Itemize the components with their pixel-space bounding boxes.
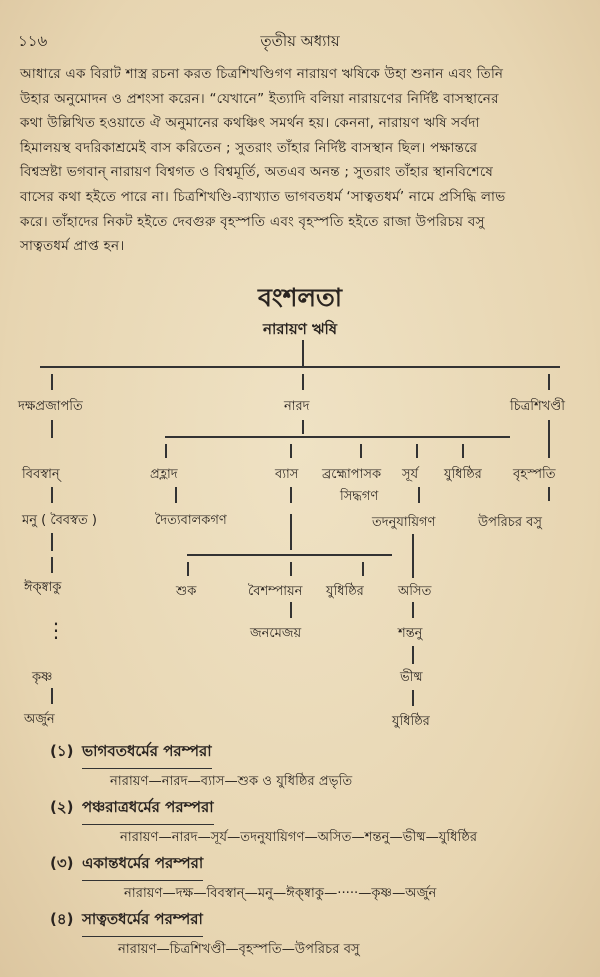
node-prahlad: প্রহ্লাদ xyxy=(150,467,178,482)
tree-connector xyxy=(187,562,189,576)
tradition-number: (৩) xyxy=(50,854,74,872)
body-paragraph xyxy=(20,62,576,259)
tree-connector xyxy=(175,487,177,503)
tree-connector xyxy=(418,487,420,503)
node-brihaspati: বৃহস্পতি xyxy=(513,467,556,482)
tree-connector xyxy=(290,602,292,618)
tree-connector xyxy=(412,534,414,578)
node-yudhishthir-3: যুধিষ্ঠির xyxy=(392,714,430,729)
tree-connector xyxy=(290,444,292,458)
node-janamejay: জনমেজয় xyxy=(250,626,302,641)
tree-connector xyxy=(51,533,53,551)
tree-connector xyxy=(548,487,550,501)
node-brahmopasak: ব্রহ্মোপাসক xyxy=(322,467,382,482)
tree-connector xyxy=(290,514,292,550)
node-tadanuyayi: তদনুযায়িগণ xyxy=(372,515,436,530)
tradition-sequence: নারায়ণ—নারদ—ব্যাস—শুক ও যুধিষ্ঠির প্রভৃতি xyxy=(110,774,353,789)
tree-connector xyxy=(416,444,418,458)
node-uparichar: উপরিচর বসু xyxy=(478,515,542,530)
node-vyas: ব্যাস xyxy=(275,467,299,482)
tree-connector xyxy=(548,374,550,390)
page-header xyxy=(18,30,582,54)
tree-connector xyxy=(548,420,550,458)
tree-connector xyxy=(462,444,464,458)
tradition-sequence: নারায়ণ—নারদ—সূর্য—তদনুযায়িগণ—অসিত—শন্তনু—ভীষ্ম—যুধিষ্ঠির xyxy=(120,830,478,845)
paragraph-line: বাসের কথা হইতে পারে না। চিত্রশিখণ্ডি-ব্যাখ্যাত ভাগবতধর্ম ‘সাত্বতধর্ম’ নামে প্রসিদ্ধি লাভ xyxy=(20,188,506,205)
tree-root: নারায়ণ ঋষি xyxy=(263,320,337,338)
tradition-title: পঞ্চরাত্রধর্মের পরম্পরা xyxy=(82,796,214,825)
node-chitrashikhandi: চিত্রশিখণ্ডী xyxy=(510,399,565,414)
tree-connector xyxy=(412,690,414,706)
node-manu: মনু ( বৈবস্বত ) xyxy=(22,513,97,528)
tradition-title: একান্তধর্মের পরম্পরা xyxy=(82,852,203,881)
node-daityabalak: দৈত্যবালকগণ xyxy=(155,513,227,528)
tradition-number: (১) xyxy=(50,742,74,760)
tree-connector xyxy=(360,444,362,458)
tree-connector xyxy=(51,420,53,438)
page-number: ১১৬ xyxy=(18,32,48,50)
node-surya: সূর্য xyxy=(402,467,419,482)
paragraph-line: সাত্বতধর্ম প্রাপ্ত হন। xyxy=(20,238,125,255)
tradition-number: (২) xyxy=(50,798,74,816)
node-daksha: দক্ষপ্রজাপতি xyxy=(18,399,83,414)
tree-connector xyxy=(187,554,392,556)
tree-connector xyxy=(302,340,304,366)
tree-connector xyxy=(40,366,560,368)
node-asit: অসিত xyxy=(398,584,432,599)
node-vaishampayan: বৈশম্পায়ন xyxy=(248,584,303,599)
lineage-dots: ⋮ xyxy=(46,618,66,642)
paragraph-line: আধারে এক বিরাট শাস্ত্র রচনা করত চিত্রশিখণ্ডিগণ নারায়ণ ঋষিকে উহা শুনান এবং তিনি xyxy=(20,66,504,82)
tree-connector xyxy=(290,487,292,503)
paragraph-line: উহার অনুমোদন ও প্রশংসা করেন। “যেখানে” ইত্যাদি বলিয়া নারায়ণের নির্দিষ্ট বাসস্থানের xyxy=(20,90,499,107)
node-vivasvan: বিবস্বান্ xyxy=(22,467,60,482)
paragraph-line: বিশ্বস্রষ্টা ভগবান্ নারায়ণ বিশ্বগত ও বিশ্বমূর্তি, অতএব অনন্ত ; সুতরাং তাঁহার স্থানবিশেষে xyxy=(20,164,494,181)
tree-connector xyxy=(51,374,53,390)
tradition-sequence: নারায়ণ—দক্ষ—বিবস্বান্—মনু—ঈক্ষ্বাকু—·····—কৃষ্ণ—অর্জুন xyxy=(124,886,437,901)
paragraph-line: হিমালয়স্থ বদরিকাশ্রমেই বাস করিতেন ; সুতরাং তাঁহার নির্দিষ্ট বাসস্থান ছিল। পক্ষান্তরে xyxy=(20,139,478,156)
genealogy-title: বংশলতা xyxy=(257,283,343,312)
tradition-title: সাত্বতধর্মের পরম্পরা xyxy=(82,908,203,937)
node-shantanu: শন্তনু xyxy=(398,626,423,641)
chapter-title: তৃতীয় অধ্যায় xyxy=(260,32,340,50)
paragraph-line: কথা উল্লিখিত হওয়াতে ঐ অনুমানের কথঞ্চিৎ সমর্থন হয়। কেননা, নারায়ণ ঋষি সর্বদা xyxy=(20,115,480,132)
tree-connector xyxy=(165,444,167,458)
paragraph-line: করে। তাঁহাদের নিকট হইতে দেবগুরু বৃহস্পতি এবং বৃহস্পতি হইতে রাজা উপরিচয় বসু xyxy=(20,213,485,230)
tree-connector xyxy=(51,688,53,704)
tree-connector xyxy=(302,374,304,390)
node-bhishma: ভীষ্ম xyxy=(400,670,423,685)
tree-connector xyxy=(362,562,364,576)
tradition-title: ভাগবতধর্মের পরম্পরা xyxy=(82,740,212,769)
tree-connector xyxy=(165,436,510,438)
node-yudhishthir-1: যুধিষ্ঠির xyxy=(444,467,482,482)
tree-connector xyxy=(51,487,53,503)
tradition-number: (৪) xyxy=(50,910,74,928)
tree-connector xyxy=(51,557,53,573)
node-arjun: অর্জুন xyxy=(24,712,55,727)
node-krishna: কৃষ্ণ xyxy=(32,670,53,685)
tradition-sequence: নারায়ণ—চিত্রশিখণ্ডী—বৃহস্পতি—উপরিচর বসু xyxy=(118,942,360,957)
node-yudhishthir-2: যুধিষ্ঠির xyxy=(326,584,364,599)
tree-connector xyxy=(290,562,292,576)
tree-connector xyxy=(302,420,304,434)
tree-connector xyxy=(412,646,414,664)
tree-connector xyxy=(412,602,414,618)
node-shuk: শুক xyxy=(176,584,197,599)
node-narad: নারদ xyxy=(284,399,310,414)
node-siddhagan: সিদ্ধগণ xyxy=(340,489,379,504)
node-ikshvaku: ঈক্ষ্বাকু xyxy=(24,580,62,595)
